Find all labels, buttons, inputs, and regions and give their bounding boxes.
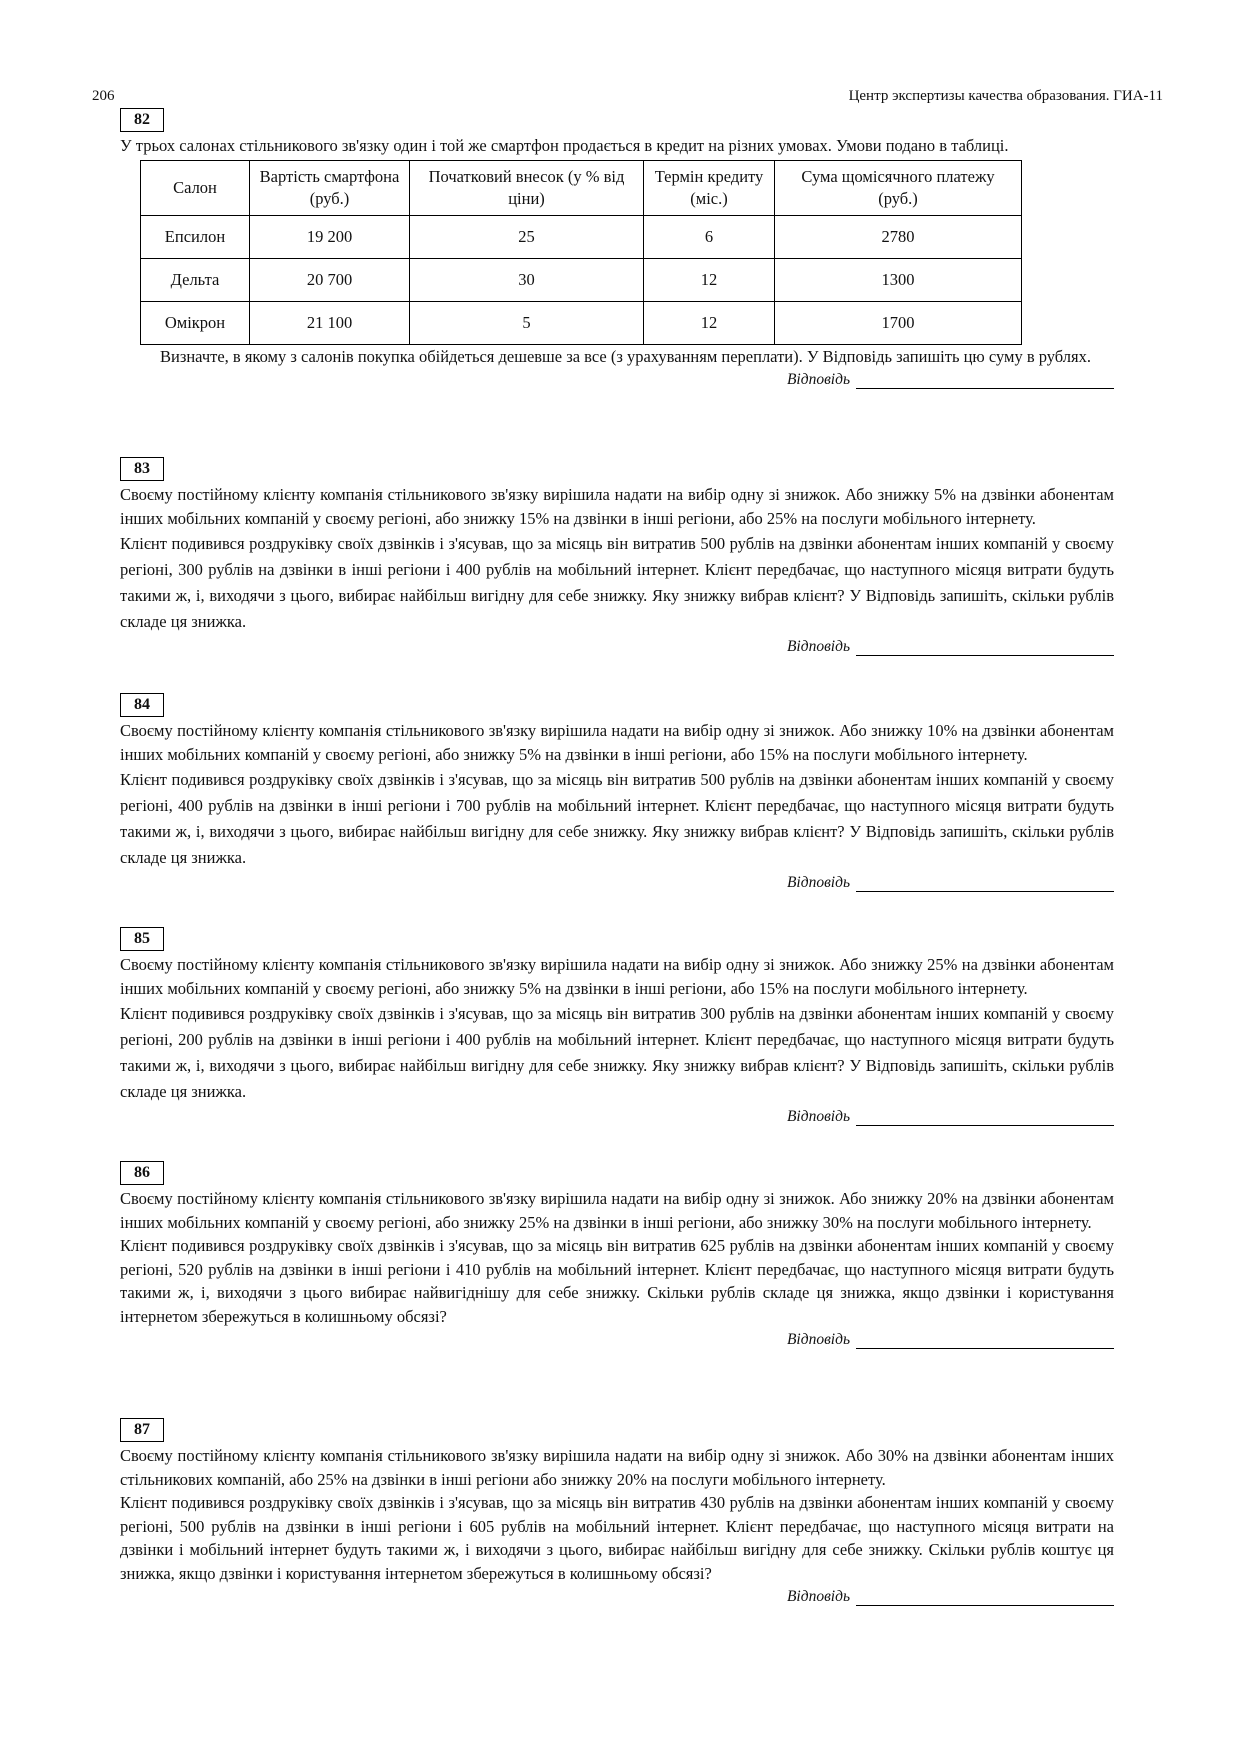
running-header: Центр экспертизы качества образования. ГИА-11 [848, 88, 1163, 104]
table-cell: 1700 [775, 301, 1022, 344]
table-header-cell: Термін кредиту (міс.) [644, 160, 775, 215]
table-cell: 12 [644, 258, 775, 301]
table-header-cell: Вартість смартфона (руб.) [250, 160, 410, 215]
task-paragraph: Клієнт подивився роздруківку своїх дзвінків і з'ясував, що за місяць він витратив 430 рублів на дзвінки абонентам інших компаній у своєму регіоні, 500 рублів на дзвінки в інші регіони і 605 рублів на мобільний інтернет. Клієнт передбачає, що наступного місяця витрати на дзвінки і мобільний інтернет будуть такими ж, і виходячи з цього, вибирає найбільш вигідну для себе знижку. Скільки рублів коштує ця знижка, якщо дзвінки і користування інтернетом збережуться в колишньому обсязі? [120, 1493, 1114, 1583]
table-row [141, 301, 1022, 344]
table-header-cell: Сума щомісячного платежу (руб.) [775, 160, 1022, 215]
task-number: 87 [120, 1418, 164, 1442]
task-paragraph: Клієнт подивився роздруківку своїх дзвінків і з'ясував, що за місяць він витратив 300 рублів на дзвінки абонентам інших компаній у своєму регіоні, 200 рублів на дзвінки в інші регіони і 400 рублів на мобільний інтернет. Клієнт передбачає, що наступного місяця витрати будуть такими ж, і, виходячи з цього, вибирає найбільш вигідну для себе знижку. Яку знижку вибрав клієнт? У Відповідь запишіть, скільки рублів складе ця знижка. [120, 1004, 1114, 1101]
answer-row [120, 1587, 1114, 1609]
table-cell: Омікрон [141, 301, 250, 344]
task-paragraph: Своєму постійному клієнту компанія стільникового зв'язку вирішила надати на вибір одну зі знижок. Або знижку 5% на дзвінки абонентам інших мобільних компаній у своєму регіоні, або знижку 15% на дзвінки в інші регіони, або 25% на послуги мобільного інтернету. [120, 485, 1114, 528]
answer-label: Відповідь [786, 638, 850, 655]
answer-label: Відповідь [786, 1331, 850, 1348]
answer-label: Відповідь [786, 1108, 850, 1125]
task-paragraph: Своєму постійному клієнту компанія стільникового зв'язку вирішила надати на вибір одну зі знижок. Або знижку 20% на дзвінки абонентам інших мобільних компаній у своєму регіоні, або знижку 25% на дзвінки в інші регіони, або знижку 30% на послуги мобільного інтернету. [120, 1189, 1114, 1232]
table-header-cell: Початковий внесок (у % від ціни) [410, 160, 644, 215]
table-row [141, 258, 1022, 301]
task-87 [120, 1418, 1114, 1609]
table-row [141, 215, 1022, 258]
table-cell: 5 [410, 301, 644, 344]
task-84 [120, 693, 1114, 895]
answer-row [120, 370, 1114, 392]
table-cell: 19 200 [250, 215, 410, 258]
task-paragraph: Своєму постійному клієнту компанія стільникового зв'язку вирішила надати на вибір одну зі знижок. Або знижку 10% на дзвінки абонентам інших мобільних компаній у своєму регіоні, або знижку 5% на дзвінки в інші регіони, або 15% на послуги мобільного інтернету. [120, 721, 1114, 764]
answer-field[interactable] [856, 1330, 1114, 1349]
table-header-cell: Салон [141, 160, 250, 215]
task-paragraph: Своєму постійному клієнту компанія стільникового зв'язку вирішила надати на вибір одну зі знижок. Або знижку 25% на дзвінки абонентам інших мобільних компаній у своєму регіоні, або знижку 5% на дзвінки в інші регіони, або 15% на послуги мобільного інтернету. [120, 955, 1114, 998]
task-number: 82 [120, 108, 164, 132]
task-86 [120, 1161, 1114, 1352]
table-cell: 30 [410, 258, 644, 301]
answer-row [120, 1330, 1114, 1352]
table-cell: 2780 [775, 215, 1022, 258]
task-paragraph: Клієнт подивився роздруківку своїх дзвінків і з'ясував, що за місяць він витратив 500 рублів на дзвінки абонентам інших компаній у своєму регіоні, 300 рублів на дзвінки в інші регіони і 400 рублів на мобільний інтернет. Клієнт передбачає, що наступного місяця витрати будуть такими ж, і, виходячи з цього, вибирає найбільш вигідну для себе знижку. Яку знижку вибрав клієнт? У Відповідь запишіть, скільки рублів складе ця знижка. [120, 534, 1114, 631]
answer-field[interactable] [856, 370, 1114, 389]
page-number: 206 [92, 88, 115, 104]
table-cell: 6 [644, 215, 775, 258]
table-cell: 12 [644, 301, 775, 344]
task-paragraph: Своєму постійному клієнту компанія стільникового зв'язку вирішила надати на вибір одну зі знижок. Або 30% на дзвінки абонентам інших стільникових компаній, або 25% на дзвінки в інші регіони або знижку 20% на послуги мобільного інтернету. [120, 1446, 1114, 1489]
answer-field[interactable] [856, 873, 1114, 892]
table-cell: 21 100 [250, 301, 410, 344]
task-number: 85 [120, 927, 164, 951]
answer-field[interactable] [856, 1587, 1114, 1606]
task-number: 83 [120, 457, 164, 481]
task-82 [120, 108, 1114, 392]
answer-row [120, 637, 1114, 659]
task-number: 84 [120, 693, 164, 717]
answer-row [120, 1107, 1114, 1129]
answer-label: Відповідь [786, 371, 850, 388]
table-cell: 25 [410, 215, 644, 258]
task-83 [120, 457, 1114, 659]
answer-field[interactable] [856, 637, 1114, 656]
conditions-table [140, 160, 1022, 345]
task-paragraph: Клієнт подивився роздруківку своїх дзвінків і з'ясував, що за місяць він витратив 500 рублів на дзвінки абонентам інших компаній у своєму регіоні, 400 рублів на дзвінки в інші регіони і 700 рублів на мобільний інтернет. Клієнт передбачає, що наступного місяця витрати будуть такими ж, і, виходячи з цього, вибирає найбільш вигідну для себе знижку. Яку знижку вибрав клієнт? У Відповідь запишіть, скільки рублів складе ця знижка. [120, 770, 1114, 867]
task-question: Визначте, в якому з салонів покупка обійдеться дешевше за все (з урахуванням переплати). У Відповідь запишіть цю суму в рублях. [160, 346, 1091, 366]
table-cell: 20 700 [250, 258, 410, 301]
table-header-row [141, 160, 1022, 215]
task-number: 86 [120, 1161, 164, 1185]
task-intro: У трьох салонах стільникового зв'язку один і той же смартфон продається в кредит на різних умовах. Умови подано в таблиці. [120, 136, 1009, 155]
table-cell: Дельта [141, 258, 250, 301]
answer-label: Відповідь [786, 1588, 850, 1605]
table-cell: 1300 [775, 258, 1022, 301]
task-85 [120, 927, 1114, 1129]
task-paragraph: Клієнт подивився роздруківку своїх дзвінків і з'ясував, що за місяць він витратив 625 рублів на дзвінки абонентам інших компаній у своєму регіоні, 520 рублів на дзвінки в інші регіони і 410 рублів на мобільний інтернет. Клієнт передбачає, що наступного місяця витрати будуть такими ж, і, виходячи з цього вибирає найвигіднішу для себе знижку. Скільки рублів складе ця знижка, якщо дзвінки і користування інтернетом збережуться в колишньому обсязі? [120, 1236, 1114, 1326]
table-cell: Епсилон [141, 215, 250, 258]
answer-row [120, 873, 1114, 895]
answer-label: Відповідь [786, 874, 850, 891]
answer-field[interactable] [856, 1107, 1114, 1126]
